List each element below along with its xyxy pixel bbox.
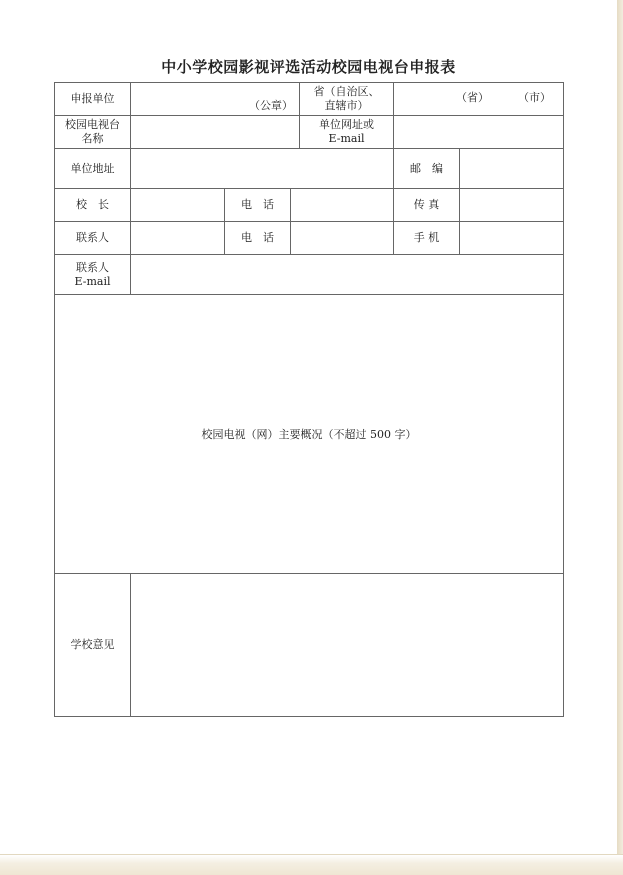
- form-title: 中小学校园影视评选活动校园电视台申报表: [161, 58, 456, 76]
- address-field[interactable]: [131, 149, 394, 189]
- tv-name-field[interactable]: [131, 116, 300, 149]
- principal-field[interactable]: [131, 189, 225, 222]
- city-label: （市）: [518, 91, 552, 104]
- label-tv-name: 校园电视台 名称: [55, 116, 131, 149]
- contact-phone-field[interactable]: [291, 222, 394, 255]
- principal-phone-field[interactable]: [291, 189, 394, 222]
- application-form-table: [54, 82, 564, 717]
- label-address: 单位地址: [55, 149, 131, 189]
- label-principal: 校 长: [55, 189, 131, 222]
- province-city-field[interactable]: [394, 83, 564, 116]
- label-contact-email: 联系人 E-mail: [55, 255, 131, 295]
- province-label: （省）: [456, 91, 490, 104]
- stamp-label: （公章）: [249, 99, 294, 112]
- contact-email-field[interactable]: [131, 255, 564, 295]
- school-opinion-field[interactable]: [131, 574, 564, 717]
- label-mobile: 手 机: [394, 222, 460, 255]
- label-website-email: 单位网址或 E-mail: [300, 116, 394, 149]
- label-fax: 传 真: [394, 189, 460, 222]
- page-edge-shadow: [617, 0, 623, 875]
- label-contact: 联系人: [55, 222, 131, 255]
- label-applicant-unit: 申报单位: [55, 83, 131, 116]
- label-school-opinion: 学校意见: [55, 574, 131, 717]
- overview-field[interactable]: [55, 295, 564, 574]
- mobile-field[interactable]: [460, 222, 564, 255]
- website-email-field[interactable]: [394, 116, 564, 149]
- postcode-field[interactable]: [460, 149, 564, 189]
- contact-field[interactable]: [131, 222, 225, 255]
- label-postcode: 邮 编: [394, 149, 460, 189]
- page-bottom-edge: [0, 854, 623, 875]
- applicant-unit-field[interactable]: [131, 83, 300, 116]
- overview-label: 校园电视（网）主要概况（不超过 500 字）: [201, 428, 417, 441]
- label-province-region: 省（自治区、 直辖市）: [300, 83, 394, 116]
- fax-field[interactable]: [460, 189, 564, 222]
- label-contact-phone: 电 话: [225, 222, 291, 255]
- label-principal-phone: 电 话: [225, 189, 291, 222]
